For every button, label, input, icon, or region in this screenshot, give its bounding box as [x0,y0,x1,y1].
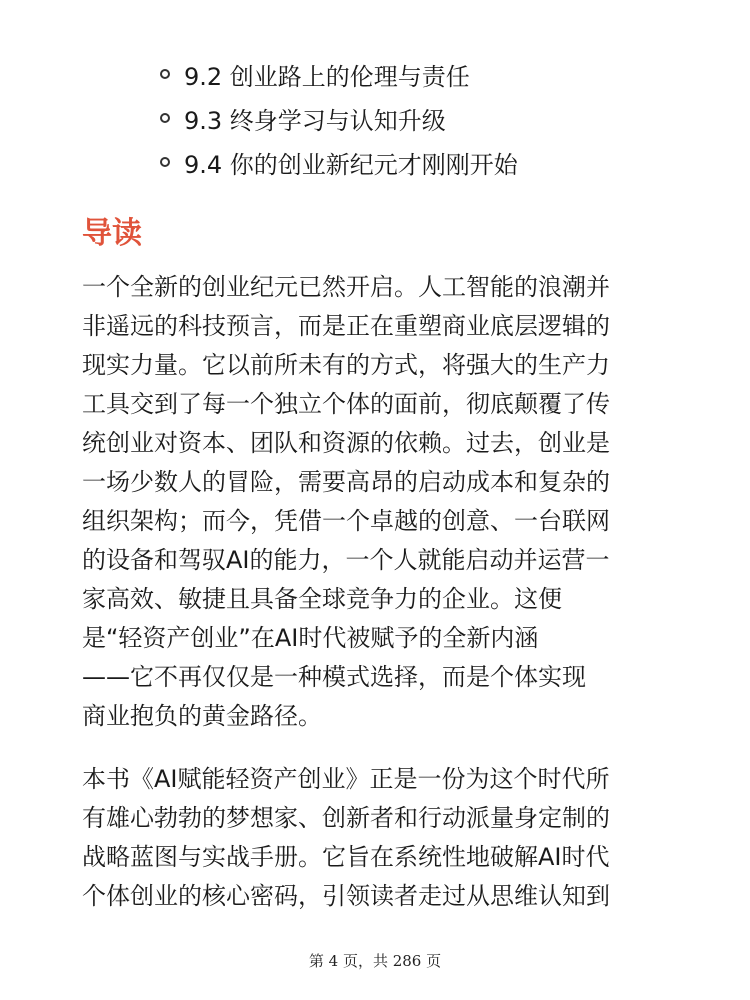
text-line: 一场少数人的冒险，需要高昂的启动成本和复杂的 [82,468,610,496]
text-line: 统创业对资本、团队和资源的依赖。过去，创业是 [82,429,610,457]
circle-bullet-icon [160,157,170,167]
text-line: 工具交到了每一个独立个体的面前，彻底颠覆了传 [82,390,610,418]
text-line: 本书《AI赋能轻资产创业》正是一份为这个时代所 [82,765,610,793]
text-line: 组织架构；而今，凭借一个卓越的创意、一台联网 [82,507,610,535]
text-line: 家高效、敏捷且具备全球竞争力的企业。这便 [82,585,562,613]
text-line: 现实力量。它以前所未有的方式，将强大的生产力 [82,351,610,379]
toc-item [160,52,518,96]
text-line: 是“轻资产创业”在AI时代被赋予的全新内涵 [82,624,539,652]
paragraph-book-intro [82,760,682,916]
text-line: 战略蓝图与实战手册。它旨在系统性地破解AI时代 [82,843,610,871]
text-line: 商业抱负的黄金路径。 [82,702,322,730]
text-line: 非遥远的科技预言，而是正在重塑商业底层逻辑的 [82,312,610,340]
paragraph-intro [82,268,682,736]
toc-item-label: 9.2 创业路上的伦理与责任 [184,62,470,91]
toc-item [160,96,518,140]
toc-list [160,52,518,184]
toc-item-label: 9.3 终身学习与认知升级 [184,106,446,135]
circle-bullet-icon [160,69,170,79]
text-line: ——它不再仅仅是一种模式选择，而是个体实现 [82,663,586,691]
section-heading: 导读 [82,216,142,251]
text-line: 有雄心勃勃的梦想家、创新者和行动派量身定制的 [82,804,610,832]
text-line: 一个全新的创业纪元已然开启。人工智能的浪潮并 [82,273,610,301]
toc-item [160,140,518,184]
text-line: 的设备和驾驭AI的能力，一个人就能启动并运营一 [82,546,610,574]
toc-item-label: 9.4 你的创业新纪元才刚刚开始 [184,150,518,179]
circle-bullet-icon [160,113,170,123]
text-line: 个体创业的核心密码，引领读者走过从思维认知到 [82,882,610,910]
page-number-footer: 第 4 页，共 286 页 [308,952,442,970]
